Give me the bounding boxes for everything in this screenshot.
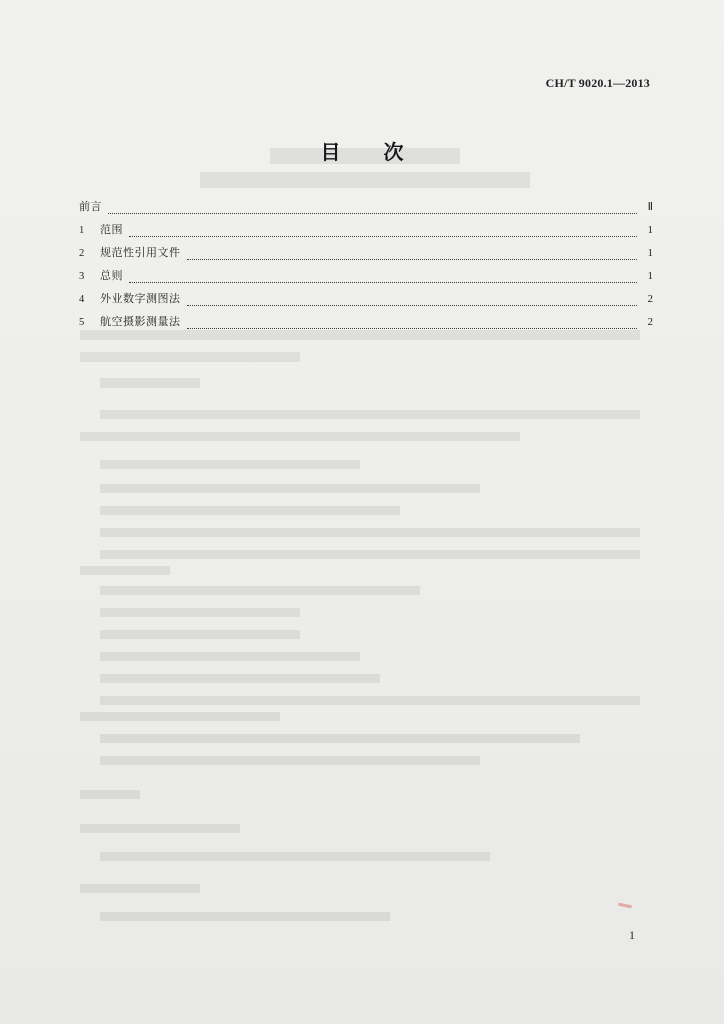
toc-title: 目 次 bbox=[320, 140, 422, 164]
toc-entry-label: 航空摄影测量法 bbox=[100, 315, 181, 328]
toc-entry-page: 2 bbox=[647, 293, 653, 305]
show-through-bar-13 bbox=[80, 566, 170, 575]
show-through-bar-11 bbox=[100, 528, 640, 537]
show-through-bar-14 bbox=[100, 586, 420, 595]
dot-leader bbox=[187, 258, 638, 260]
toc-entry-label: 总则 bbox=[100, 269, 123, 282]
show-through-bar-22 bbox=[100, 756, 480, 765]
table-of-contents bbox=[79, 198, 653, 336]
toc-entry-number: 3 bbox=[79, 271, 85, 282]
show-through-bar-2 bbox=[200, 172, 530, 188]
toc-entry-foreword[interactable] bbox=[79, 198, 653, 221]
dot-leader bbox=[187, 327, 638, 329]
ink-mark bbox=[618, 903, 632, 909]
show-through-bar-26 bbox=[80, 884, 200, 893]
toc-entry-label: 范围 bbox=[100, 223, 123, 236]
show-through-bar-16 bbox=[100, 630, 300, 639]
show-through-bar-24 bbox=[80, 824, 240, 833]
toc-entry-number: 1 bbox=[79, 225, 85, 236]
toc-entry-page: 1 bbox=[647, 247, 653, 259]
dot-leader bbox=[129, 235, 637, 237]
toc-entry-page: 1 bbox=[647, 270, 653, 282]
toc-entry-field-digital-mapping[interactable] bbox=[79, 290, 653, 313]
show-through-bar-21 bbox=[100, 734, 580, 743]
toc-entry-aerial-photogrammetry[interactable] bbox=[79, 313, 653, 336]
toc-entry-label: 外业数字测图法 bbox=[100, 292, 181, 305]
toc-entry-label: 规范性引用文件 bbox=[100, 246, 181, 259]
dot-leader bbox=[108, 212, 637, 214]
show-through-bar-18 bbox=[100, 674, 380, 683]
toc-entry-number: 2 bbox=[79, 248, 85, 259]
show-through-bar-20 bbox=[80, 712, 280, 721]
show-through-bar-9 bbox=[100, 484, 480, 493]
show-through-bar-23 bbox=[80, 790, 140, 799]
standard-code: CH/T 9020.1—2013 bbox=[545, 76, 650, 90]
toc-entry-scope[interactable] bbox=[79, 221, 653, 244]
show-through-bar-15 bbox=[100, 608, 300, 617]
page-number: 1 bbox=[629, 928, 635, 942]
dot-leader bbox=[187, 304, 638, 306]
show-through-bar-7 bbox=[80, 432, 520, 441]
toc-entry-number: 4 bbox=[79, 294, 85, 305]
show-through-bar-6 bbox=[100, 410, 640, 419]
show-through-bar-10 bbox=[100, 506, 400, 515]
show-through-bar-12 bbox=[100, 550, 640, 559]
show-through-bar-17 bbox=[100, 652, 360, 661]
toc-entry-normative-references[interactable] bbox=[79, 244, 653, 267]
toc-entry-page: 2 bbox=[647, 316, 653, 328]
show-through-bar-19 bbox=[100, 696, 640, 705]
toc-entry-page: 1 bbox=[647, 224, 653, 236]
toc-entry-label: 前言 bbox=[79, 200, 102, 213]
show-through-bar-4 bbox=[80, 352, 300, 362]
dot-leader bbox=[129, 281, 637, 283]
toc-entry-general[interactable] bbox=[79, 267, 653, 290]
toc-entry-number: 5 bbox=[79, 317, 85, 328]
show-through-bar-25 bbox=[100, 852, 490, 861]
show-through-bar-27 bbox=[100, 912, 390, 921]
toc-entry-page: Ⅱ bbox=[647, 201, 653, 213]
show-through-bar-8 bbox=[100, 460, 360, 469]
show-through-bar-5 bbox=[100, 378, 200, 388]
